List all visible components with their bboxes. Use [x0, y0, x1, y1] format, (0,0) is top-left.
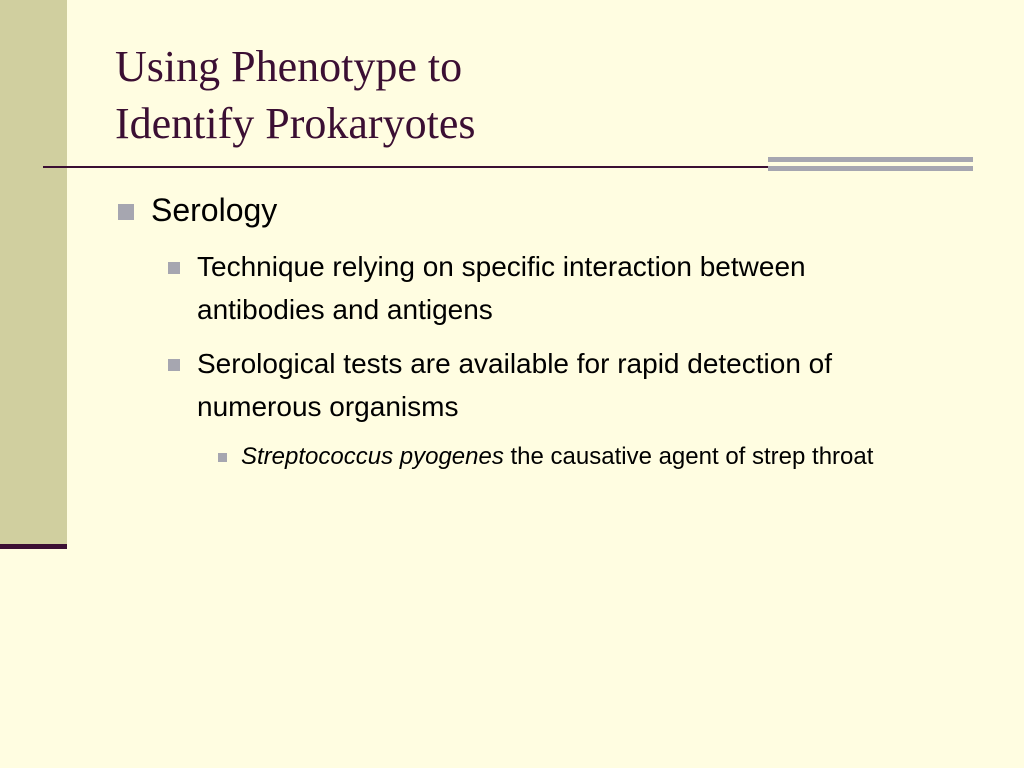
title-line-1: Using Phenotype to — [115, 42, 463, 91]
corner-bar-top — [768, 157, 973, 162]
slide-title — [115, 38, 815, 152]
bullet-text: Serology — [151, 192, 278, 228]
square-bullet-icon — [118, 204, 134, 220]
bullet-level3 — [241, 438, 941, 476]
corner-bar-bottom — [768, 166, 973, 171]
bullet-text: Technique relying on specific interaction between antibodies and antigens — [197, 251, 806, 325]
bullet-level1 — [151, 190, 277, 230]
title-line-2: Identify Prokaryotes — [115, 99, 476, 148]
bullet-text: the causative agent of strep throat — [503, 443, 874, 470]
square-bullet-icon — [218, 453, 227, 462]
sidebar-panel — [0, 0, 67, 545]
species-name: Streptococcus pyogenes — [241, 443, 504, 470]
square-bullet-icon — [168, 359, 180, 371]
square-bullet-icon — [168, 262, 180, 274]
bullet-level2 — [197, 342, 887, 428]
bullet-text: Serological tests are available for rapid detection of numerous organisms — [197, 348, 833, 422]
sidebar-accent-line — [0, 544, 67, 549]
corner-decoration — [768, 157, 973, 175]
bullet-level2 — [197, 245, 887, 331]
